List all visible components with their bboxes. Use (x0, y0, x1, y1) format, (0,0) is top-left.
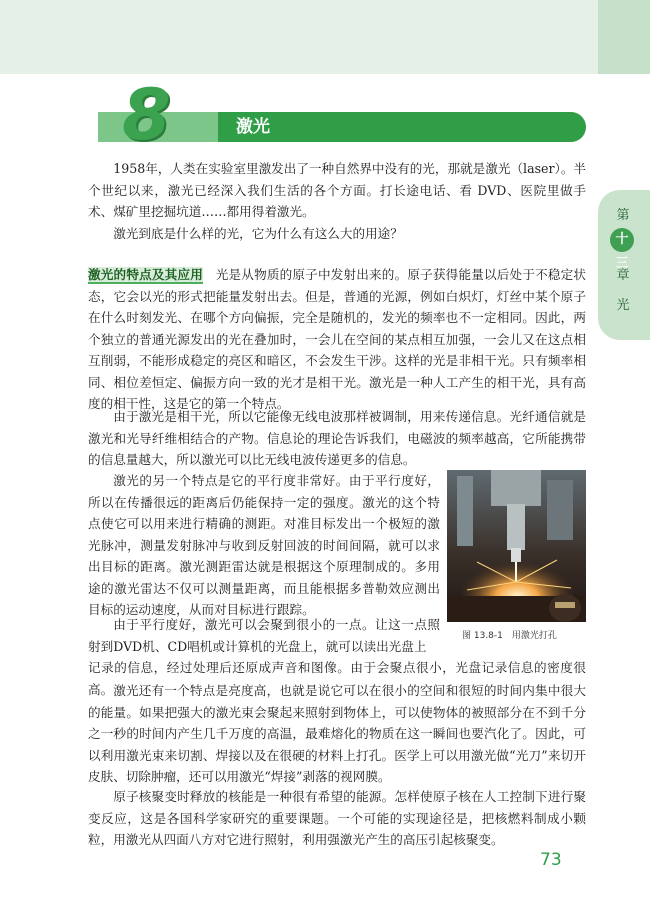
paragraph-intro: 1958年，人类在实验室里激发出了一种自然界中没有的光，那就是激光（laser）。半个世纪以来，激光已经深入我们生活的各个方面。打长途电话、看 DVD、医院里做手术、煤矿里挖掘坑道……都用得着激光。 (88, 161, 587, 219)
page-number: 73 (540, 850, 562, 870)
laser-drilling-illustration (447, 470, 586, 622)
paragraph-focus: 由于平行度好，激光可以会聚到很小的一点。让这一点照射到DVD机、CD唱机或计算机的光盘上，就可以读出光盘上 (88, 617, 440, 654)
section-number: 8 (122, 74, 171, 156)
header-band (0, 0, 598, 74)
paragraph-fusion: 原子核聚变时释放的核能是一种很有希望的能源。怎样使原子核在人工控制下进行聚变反应，这是各国科学家研究的重要课题。一个可能的实现途径是，把核燃料制成小颗粒，用激光从四面八方对它进行照射，利用强激光产生的高压引起核聚变。 (88, 789, 586, 847)
paragraph-brightness: 激光还有一个特点是亮度高，也就是说它可以在很小的空间和很短的时间内集中很大的能量。如果把强大的激光束会聚起来照射到物体上，可以使物体的被照部分在不到千分之一秒的时间内产生几千万度的高温，最难熔化的物质在这一瞬间也要汽化了。因此，可以利用激光束来切割、焊接以及在很硬的材料上打孔。医学上可以用激光做“光刀”来切开皮肤、切除肿瘤，还可以用激光“焊接”剥落的视网膜。 (88, 683, 586, 784)
section-title: 激光 (236, 117, 270, 137)
paragraph-coherence (88, 264, 586, 415)
chapter-label-top: 第 (616, 208, 630, 223)
chapter-label-bottom: 章 (616, 268, 630, 283)
paragraph-coherence-text: 光是从物质的原子中发射出来的。原子获得能量以后处于不稳定状态，它会以光的形式把能量发射出去。但是，普通的光源，例如白炽灯，灯丝中某个原子在什么时刻发光、在哪个方向偏振，完全是随机的，发光的频率也不一定相同。因此，两个独立的普通光源发出的光在叠加时，一会儿在空间的某点相互加强，一会儿又在这点相互削弱，不能形成稳定的亮区和暗区，不会发生干涉。这样的光是非相干光。只有频率相同、相位差恒定、偏振方向一致的光才是相干光。激光是一种人工产生的相干光，具有高度的相干性，这是它的第一个特点。 (88, 267, 587, 411)
chapter-tab (598, 190, 650, 340)
section-title-bar (98, 112, 586, 142)
figure-caption: 图 13.8-1 用激光打孔 (462, 631, 557, 641)
chapter-number: 十三 (610, 228, 634, 252)
laser-drilling-photo (447, 470, 586, 622)
side-tab (598, 0, 650, 920)
paragraph-parallelism: 激光的另一个特点是它的平行度非常好。由于平行度好，所以在传播很远的距离后仍能保持一定的强度。激光的这个特点使它可以用来进行精确的测距。对准目标发出一个极短的激光脉冲，测量发射脉冲与收到反射回波的时间间隔，就可以求出目标的距离。激光测距雷达就是根据这个原理制成的。多用途的激光雷达不仅可以测量距离，而且能根据多普勒效应测出目标的运动速度，从而对目标进行跟踪。 (88, 473, 440, 617)
chapter-name: 光 (616, 298, 630, 313)
paragraph-question: 激光到底是什么样的光，它为什么有这么大的用途？ (113, 226, 403, 241)
subsection-heading: 激光的特点及其应用 (88, 267, 203, 282)
paragraph-modulation: 由于激光是相干光，所以它能像无线电波那样被调制，用来传递信息。光纤通信就是激光和光导纤维相结合的产物。信息论的理论告诉我们，电磁波的频率越高，它所能携带的信息量越大，所以激光可以比无线电波传递更多的信息。 (88, 409, 586, 467)
paragraph-focus-continued: 记录的信息，经过处理后还原成声音和图像。由于会聚点很小，光盘记录信息的密度很高。 (88, 660, 586, 697)
side-tab-top-band (598, 0, 650, 74)
